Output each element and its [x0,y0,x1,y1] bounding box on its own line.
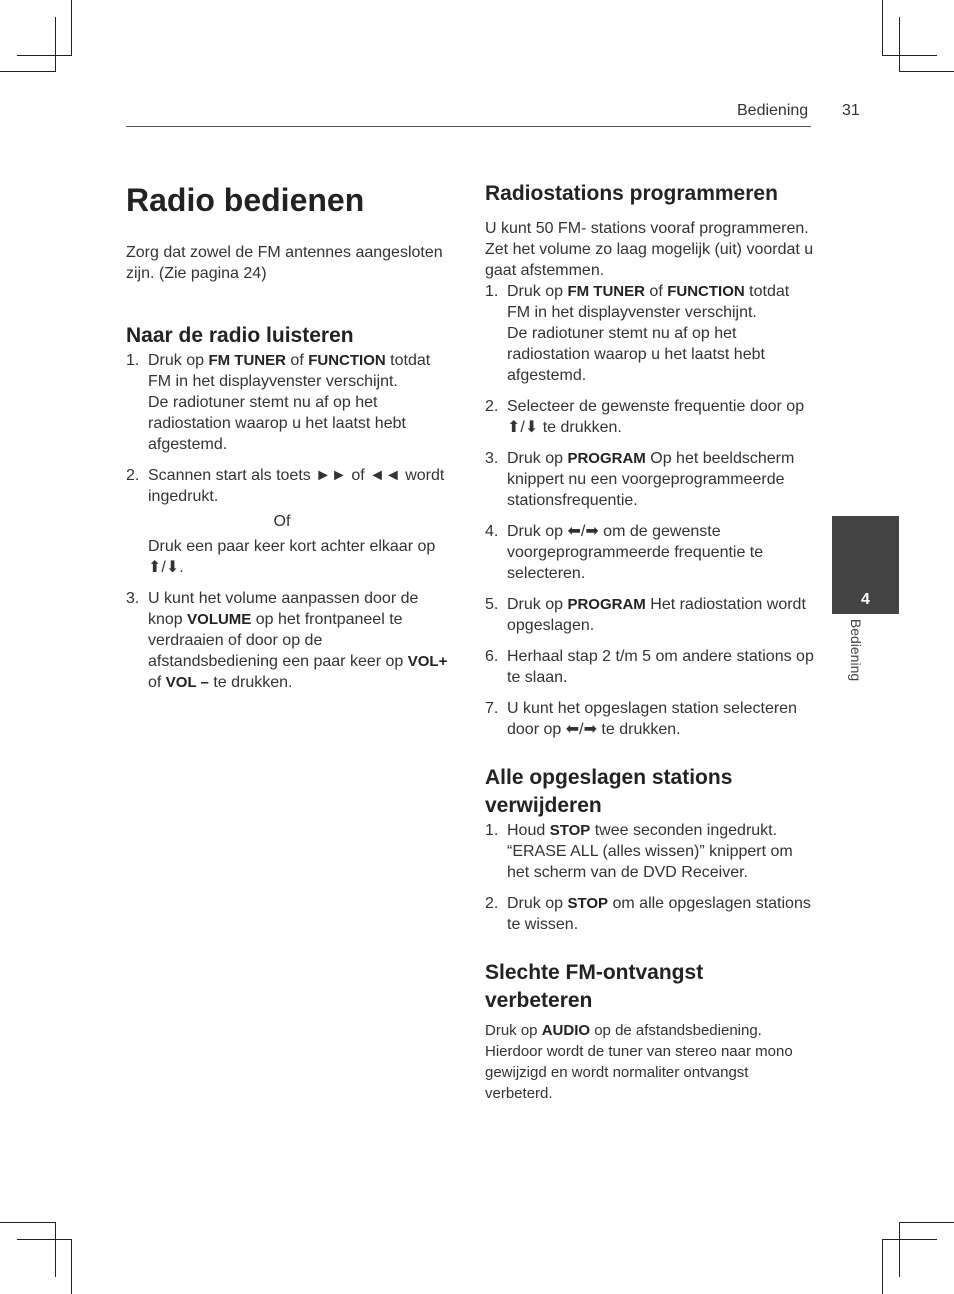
list-item: 1. Druk op FM TUNER of FUNCTION totdat FM in het displayvenster verschijnt. De radiotuner stemt nu af op het radiostation waarop u het laatst hebt afgestemd. [126,352,431,453]
key-label: VOL – [165,674,209,691]
listen-steps [126,350,456,693]
key-label: FM TUNER [567,283,645,300]
list-item: 2. Selecteer de gewenste frequentie door op ⬆/⬇ te drukken. [485,398,805,436]
key-label: VOLUME [187,611,252,628]
chapter-tab [832,516,899,614]
right-column [485,180,815,1104]
program-intro-2: Zet het volume zo laag mogelijk (uit) voordat u gaat afstemmen. [485,241,814,279]
reception-text: Druk op AUDIO op de afstandsbediening. Hierdoor wordt de tuner van stereo naar mono gewijzigd en wordt normaliter ontvangst verbeterd. [485,1022,793,1102]
section-heading-program: Radiostations programmeren [485,182,778,205]
erase-steps [485,820,815,935]
intro-text: Zorg dat zowel de FM antennes aangesloten zijn. (Zie pagina 24) [126,244,443,282]
list-item: 2. Scannen start als toets ►► of ◄◄ wordt ingedrukt. Of Druk een paar keer kort achter elkaar op ⬆/⬇. [126,465,456,578]
section-heading-listen: Naar de radio luisteren [126,324,354,347]
key-label: FUNCTION [667,283,745,300]
list-item: 1. Druk op FM TUNER of FUNCTION totdat FM in het displayvenster verschijnt. De radiotuner stemt nu af op het radiostation waarop u het laatst hebt afgestemd. [485,283,790,384]
key-label: FM TUNER [208,352,286,369]
list-item: 5. Druk op PROGRAM Het radiostation wordt opgeslagen. [485,596,806,634]
fast-forward-icon: ►► [315,467,347,484]
up-down-arrow-icon: ⬆/⬇ [507,419,539,436]
list-item: 2. Druk op STOP om alle opgeslagen stations te wissen. [485,895,811,933]
chapter-number: 4 [861,591,870,608]
key-label: AUDIO [541,1022,591,1039]
section-heading-erase: Alle opgeslagen stations verwijderen [485,766,733,817]
running-header: Bediening [737,102,809,119]
key-label: STOP [567,895,609,912]
list-item: 7. U kunt het opgeslagen station selecteren door op ⬅/➡ te drukken. [485,700,797,738]
left-column [126,180,456,703]
list-item: 3. Druk op PROGRAM Op het beeldscherm knippert nu een voorgeprogrammeerde stationsfrequentie. [485,450,795,509]
list-item: 3. U kunt het volume aanpassen door de knop VOLUME op het frontpaneel te verdraaien of door op de afstandsbediening een paar keer op VOL+ of VOL – te drukken. [126,590,448,691]
program-steps [485,281,815,740]
key-label: FUNCTION [308,352,386,369]
section-heading-reception: Slechte FM-ontvangst verbeteren [485,961,704,1012]
list-item: 1. Houd STOP twee seconden ingedrukt. “ERASE ALL (alles wissen)” knippert om het scherm van de DVD Receiver. [485,822,793,881]
key-label: PROGRAM [567,450,646,467]
key-label: PROGRAM [567,596,646,613]
rewind-icon: ◄◄ [369,467,401,484]
page-title: Radio bedienen [126,182,365,218]
key-label: VOL+ [407,653,448,670]
key-label: STOP [549,822,591,839]
chapter-tab-label: Bediening [848,618,864,682]
page-number: 31 [842,102,860,119]
left-right-arrow-icon: ⬅/➡ [567,523,599,540]
program-intro: U kunt 50 FM- stations vooraf programmeren. [485,220,809,237]
or-text: Of [273,513,291,530]
list-item: 6. Herhaal stap 2 t/m 5 om andere stations op te slaan. [485,648,814,686]
up-down-arrow-icon: ⬆/⬇ [148,559,180,576]
list-item: 4. Druk op ⬅/➡ om de gewenste voorgeprogrammeerde frequentie te selecteren. [485,523,764,582]
header-rule [126,126,811,127]
left-right-arrow-icon: ⬅/➡ [565,721,597,738]
